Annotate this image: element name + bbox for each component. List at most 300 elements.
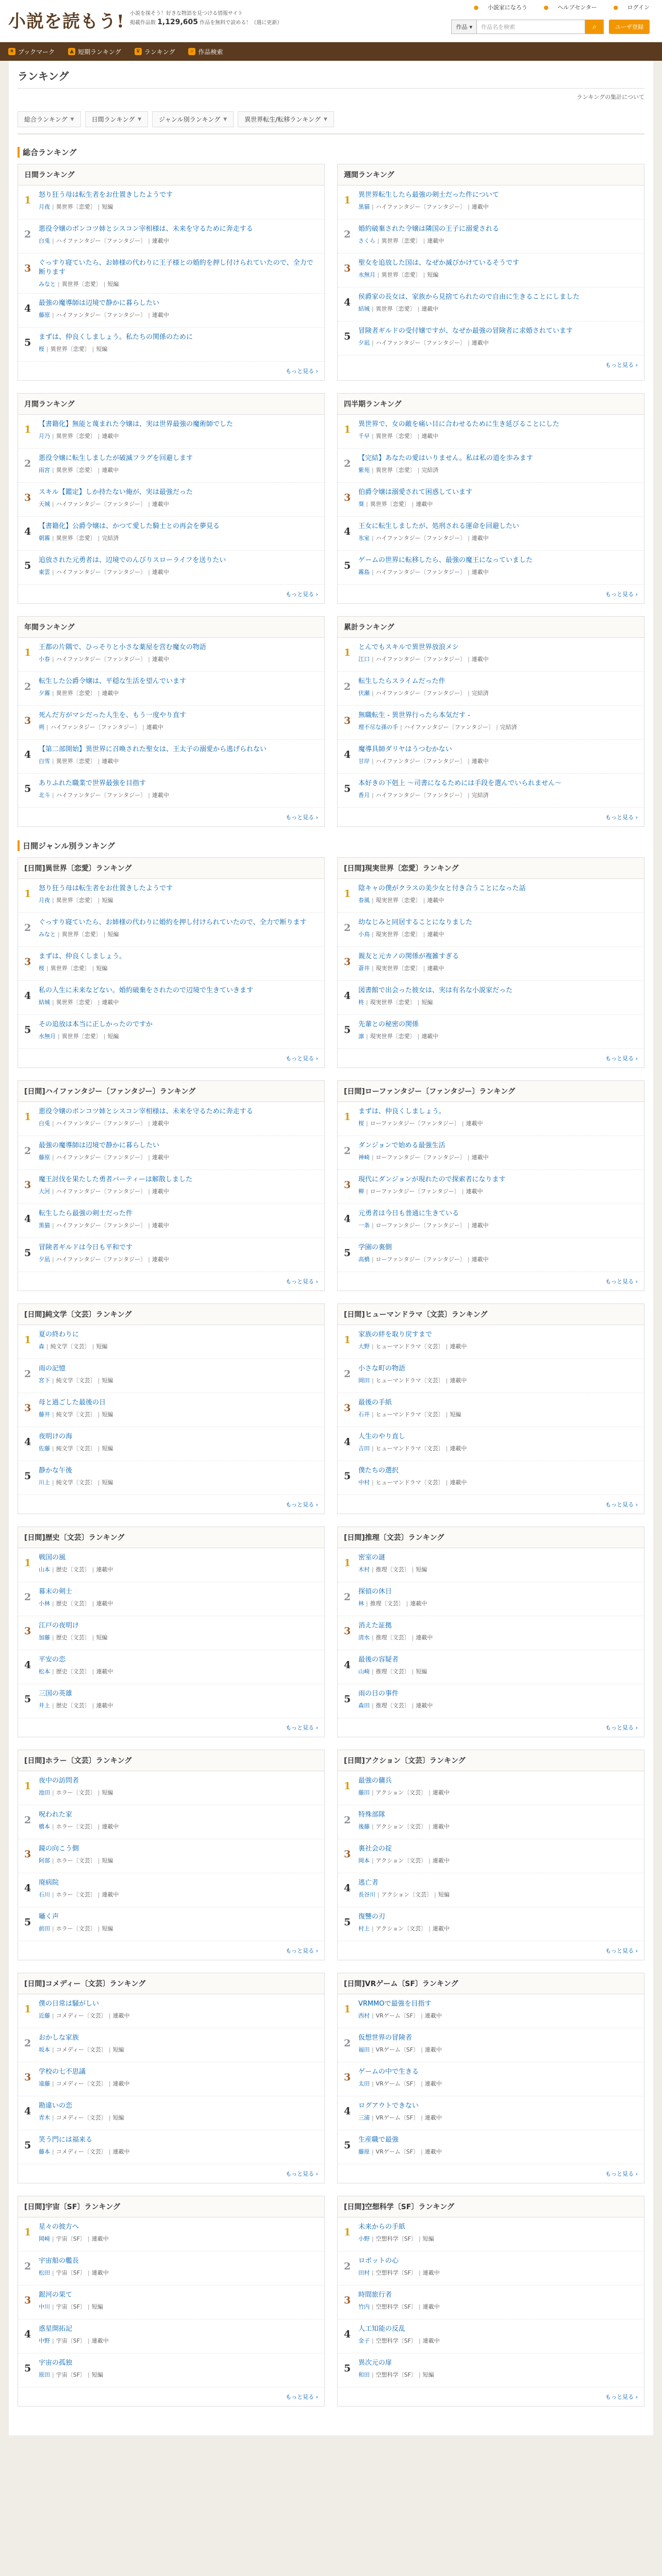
- work-title-link[interactable]: おかしな家族: [39, 2034, 79, 2042]
- author-link[interactable]: 前田: [39, 1925, 50, 1932]
- work-title-link[interactable]: 幕末の剣士: [39, 1588, 73, 1596]
- status-label: 連載中: [102, 1891, 119, 1898]
- work-title-link[interactable]: 未来からの手紙: [358, 2223, 406, 2231]
- author-link[interactable]: 石井: [358, 1411, 370, 1418]
- author-link[interactable]: 長谷川: [358, 1891, 375, 1898]
- work-title-link[interactable]: 探偵の休日: [358, 1588, 392, 1596]
- work-title-link[interactable]: 雨の日の事件: [358, 1690, 399, 1698]
- genre-label: 異世界〔恋愛〕: [61, 1033, 102, 1040]
- work-title-link[interactable]: その追放は本当に正しかったのですか: [39, 1021, 153, 1028]
- status-label: 短編: [102, 1479, 113, 1486]
- work-title-link[interactable]: 母と過ごした最後の日: [39, 1399, 106, 1406]
- work-title-link[interactable]: ダンジョンで始める最強生活: [358, 1142, 445, 1149]
- author-link[interactable]: 白雪: [39, 758, 50, 765]
- author-link[interactable]: 青木: [39, 2114, 50, 2121]
- author-link[interactable]: 水無月: [358, 272, 375, 278]
- work-title-link[interactable]: 婚約破棄された令嬢は隣国の王子に溺愛される: [358, 225, 500, 233]
- author-link[interactable]: 清水: [358, 1634, 370, 1641]
- work-title-link[interactable]: 夏の終わりに: [39, 1331, 79, 1338]
- work-title-link[interactable]: 復讐の刃: [358, 1913, 386, 1921]
- author-link[interactable]: 林: [358, 1600, 364, 1607]
- register-button[interactable]: [609, 20, 650, 34]
- genre-label: ローファンタジー〔ファンタジー〕: [375, 1256, 466, 1263]
- work-title-link[interactable]: 仮想世界の冒険者: [358, 2034, 412, 2042]
- work-title-link[interactable]: 【書籍化】公爵令嬢は、かつて愛した騎士との再会を夢見る: [39, 522, 220, 530]
- ranking-help-link[interactable]: [18, 93, 644, 101]
- work-title-link[interactable]: 異次元の扉: [358, 2359, 392, 2367]
- work-title-link[interactable]: 怒り狂う母は転生者をお仕置きしたようです: [39, 191, 173, 199]
- ranking-item-body: [39, 1020, 318, 1043]
- author-link[interactable]: 竹内: [358, 2303, 370, 2310]
- rank-number: 1: [24, 888, 31, 900]
- author-link[interactable]: 森田: [358, 1702, 370, 1709]
- home-link[interactable]: [467, 4, 527, 11]
- work-title-link[interactable]: 最後の手紙: [358, 1399, 392, 1406]
- author-link[interactable]: 大河: [39, 1188, 50, 1195]
- work-title-link[interactable]: 生産職で最強: [358, 2136, 399, 2144]
- work-title-link[interactable]: ゲームの中で生きる: [358, 2068, 419, 2076]
- work-title-link[interactable]: 王女に転生しましたが、処刑される運命を回避したい: [358, 522, 520, 530]
- more-link[interactable]: もっと見る ›: [605, 2394, 638, 2400]
- separator: |: [97, 433, 100, 439]
- work-title-link[interactable]: 特殊部隊: [358, 1811, 386, 1819]
- work-count: 1,129,605: [157, 18, 198, 26]
- work-title-link[interactable]: 最強の魔導師は辺境で静かに暮らしたい: [39, 299, 160, 307]
- author-link[interactable]: 小春: [39, 656, 50, 663]
- work-title-link[interactable]: 時間旅行者: [358, 2291, 392, 2299]
- author-link[interactable]: 藤原: [358, 2148, 370, 2155]
- work-title-link[interactable]: 江戸の夜明け: [39, 1622, 79, 1630]
- login-link[interactable]: [606, 4, 650, 11]
- work-title-link[interactable]: 親友と元カノの関係が複雑すぎる: [358, 953, 459, 960]
- work-title-link[interactable]: 三国の英雄: [39, 1690, 73, 1698]
- author-link[interactable]: 一条: [358, 1222, 370, 1229]
- separator: |: [400, 724, 402, 731]
- work-title-link[interactable]: 悪役令嬢のポンコツ姉とシスコン宰相様は、未来を守るために奔走する: [39, 1108, 253, 1115]
- nav-item-ranking[interactable]: [68, 47, 121, 56]
- separator: |: [52, 238, 54, 244]
- author-link[interactable]: 山本: [39, 1566, 50, 1573]
- rank-number: 3: [344, 715, 351, 726]
- author-link[interactable]: 紫苑: [358, 467, 370, 473]
- author-link[interactable]: 夕凪: [358, 340, 370, 346]
- search-input[interactable]: [477, 20, 585, 34]
- work-title-link[interactable]: 怒り狂う母は転生者をお仕置きしたようです: [39, 885, 173, 892]
- separator: |: [372, 2269, 374, 2276]
- tab-0[interactable]: [18, 111, 81, 127]
- work-title-link[interactable]: ぐっすり寝ていたら、お姉様の代わりに婚約を押し付けられていたので、全力で断ります: [39, 919, 307, 926]
- author-link[interactable]: 結城: [39, 999, 50, 1006]
- ranking-item: [338, 1461, 644, 1495]
- work-title-link[interactable]: 勘違いの恋: [39, 2102, 73, 2110]
- author-link[interactable]: 柊: [358, 999, 364, 1006]
- more-link[interactable]: もっと見る ›: [605, 1055, 638, 1062]
- more-link[interactable]: もっと見る ›: [605, 1947, 638, 1954]
- work-title-link[interactable]: 異世界転生したら最強の剣士だった件について: [358, 191, 499, 199]
- separator: |: [411, 1702, 414, 1709]
- author-link[interactable]: 池田: [39, 1789, 50, 1796]
- ranking-item: [338, 1650, 644, 1684]
- author-link[interactable]: 坂本: [39, 2046, 50, 2053]
- work-title-link[interactable]: 笑う門には福来る: [39, 2136, 93, 2144]
- status-label: 短編: [102, 897, 113, 904]
- work-title-link[interactable]: 呪われた家: [39, 1811, 73, 1819]
- author-link[interactable]: 霧島: [358, 569, 370, 575]
- author-link[interactable]: 宮下: [39, 1377, 50, 1384]
- author-link[interactable]: 凛: [358, 1033, 364, 1040]
- work-title-link[interactable]: 聖女を追放した国は、なぜか滅びかけているそうです: [358, 259, 520, 267]
- author-link[interactable]: 千早: [358, 433, 370, 439]
- author-link[interactable]: 中村: [358, 1479, 370, 1486]
- work-title-link[interactable]: 無職転生 - 異世界行ったら本気だす -: [358, 711, 470, 719]
- ranking-card: [337, 1527, 644, 1737]
- work-title-link[interactable]: 追放された元勇者は、辺境でのんびりスローライフを送りたい: [39, 556, 226, 564]
- author-link[interactable]: 北斗: [39, 792, 50, 799]
- help-link[interactable]: [536, 4, 597, 11]
- author-link[interactable]: 氷室: [358, 535, 370, 541]
- nav-item-crown[interactable]: [135, 47, 175, 56]
- ranking-item-body: [358, 2136, 638, 2159]
- author-link[interactable]: 小林: [39, 1600, 50, 1607]
- author-link[interactable]: 桜: [358, 1120, 364, 1127]
- work-meta: [39, 345, 318, 353]
- genre-label: ハイファンタジー〔ファンタジー〕: [375, 792, 466, 799]
- work-title-link[interactable]: 人工知能の反乱: [358, 2325, 406, 2333]
- separator: |: [88, 2269, 90, 2276]
- author-link[interactable]: 蒼井: [358, 965, 370, 972]
- more-link[interactable]: もっと見る ›: [286, 2171, 318, 2177]
- author-link[interactable]: 月夜: [39, 897, 50, 904]
- work-title-link[interactable]: ゲームの世界に転移したら、最強の魔王になっていました: [358, 556, 533, 564]
- author-link[interactable]: 黒猫: [39, 1222, 50, 1229]
- work-title-link[interactable]: 雨の記憶: [39, 1365, 66, 1372]
- genre-label: 異世界〔恋愛〕: [61, 281, 102, 287]
- author-link[interactable]: 藤井: [39, 1411, 50, 1418]
- genre-label: 現実世界〔恋愛〕: [370, 1033, 416, 1040]
- author-link[interactable]: 岡田: [358, 1377, 370, 1384]
- author-link[interactable]: 吉田: [358, 1445, 370, 1452]
- more-link[interactable]: もっと見る ›: [605, 1501, 638, 1508]
- author-link[interactable]: 夕霧: [39, 690, 50, 697]
- work-title-link[interactable]: まずは、仲良くしましょう。私たちの関係のために: [39, 333, 193, 341]
- work-title-link[interactable]: 学校の七不思議: [39, 2068, 86, 2076]
- more-link[interactable]: もっと見る ›: [605, 1278, 638, 1285]
- more-link[interactable]: もっと見る ›: [286, 1724, 318, 1731]
- author-link[interactable]: 月乃: [39, 433, 50, 439]
- work-title-link[interactable]: スキル【鑑定】しか持たない俺が、実は最強だった: [39, 488, 193, 496]
- work-title-link[interactable]: 伯爵令嬢は溺愛されて困惑しています: [358, 488, 473, 496]
- work-title-link[interactable]: 宇宙船の艦長: [39, 2257, 79, 2265]
- work-title-link[interactable]: ありふれた職業で世界最強を目指す: [39, 779, 146, 787]
- author-link[interactable]: 月夜: [39, 204, 50, 210]
- separator: |: [366, 501, 368, 507]
- author-link[interactable]: 福田: [358, 2046, 370, 2053]
- search-type-select[interactable]: [451, 20, 477, 34]
- author-link[interactable]: 松田: [39, 2269, 50, 2276]
- more-link[interactable]: もっと見る ›: [286, 814, 318, 821]
- work-title-link[interactable]: 学園の裏側: [358, 1244, 392, 1251]
- author-link[interactable]: 白兎: [39, 238, 50, 244]
- ranking-card: [337, 857, 644, 1068]
- author-link[interactable]: 理不尽な孫の手: [358, 724, 398, 731]
- work-meta: [358, 568, 638, 576]
- author-link[interactable]: 太田: [358, 2080, 370, 2087]
- more-link[interactable]: もっと見る ›: [286, 591, 318, 598]
- work-title-link[interactable]: 私の人生に未来などない。婚約破棄をされたので辺境で生きていきます: [39, 987, 254, 994]
- author-link[interactable]: 田村: [358, 2269, 370, 2276]
- author-link[interactable]: 水無月: [39, 1033, 56, 1040]
- author-link[interactable]: 夕凪: [39, 1256, 50, 1263]
- separator: |: [52, 1702, 54, 1709]
- work-title-link[interactable]: 最強の傭兵: [358, 1777, 392, 1785]
- author-link[interactable]: 西村: [358, 2012, 370, 2019]
- status-label: 連載中: [424, 2046, 442, 2053]
- work-title-link[interactable]: 逃亡者: [358, 1879, 379, 1887]
- author-link[interactable]: 高橋: [358, 1256, 370, 1263]
- more-link[interactable]: もっと見る ›: [286, 368, 318, 375]
- author-link[interactable]: みなと: [39, 281, 56, 287]
- author-link[interactable]: 井上: [39, 1702, 50, 1709]
- work-title-link[interactable]: ぐっすり寝ていたら、お姉様の代わりに王子様との婚約を押し付けられていたので、全力で断ります: [39, 259, 313, 276]
- more-link[interactable]: もっと見る ›: [286, 1055, 318, 1062]
- work-title-link[interactable]: 悪役令嬢のポンコツ姉とシスコン宰相様は、未来を守るために奔走する: [39, 225, 253, 233]
- tab-2[interactable]: [152, 111, 234, 127]
- more-link[interactable]: もっと見る ›: [605, 2171, 638, 2177]
- author-link[interactable]: 柳: [358, 1188, 364, 1195]
- author-link[interactable]: 岡崎: [39, 2235, 50, 2242]
- rank-number: 2: [24, 458, 31, 469]
- work-title-link[interactable]: 転生したらスライムだった件: [358, 677, 445, 685]
- separator: |: [52, 501, 54, 507]
- author-link[interactable]: さくら: [358, 238, 375, 244]
- status-label: 短編: [102, 1445, 113, 1452]
- ranking-card: [337, 1080, 644, 1291]
- author-link[interactable]: 藤原: [39, 1154, 50, 1161]
- work-title-link[interactable]: 宇宙の孤独: [39, 2359, 73, 2367]
- author-link[interactable]: 中川: [39, 2303, 50, 2310]
- more-link[interactable]: もっと見る ›: [286, 1278, 318, 1285]
- author-link[interactable]: 白兎: [39, 1120, 50, 1127]
- work-title-link[interactable]: 本好きの下剋上 〜司書になるためには手段を選んでいられません〜: [358, 779, 562, 787]
- work-title-link[interactable]: 惑星開拓記: [39, 2325, 73, 2333]
- work-title-link[interactable]: 冒険者ギルドは今日も平和です: [39, 1244, 133, 1251]
- ranking-item-body: [39, 1466, 318, 1489]
- site-logo[interactable]: [8, 7, 125, 32]
- separator: |: [372, 535, 374, 541]
- work-title-link[interactable]: 静かな午後: [39, 1467, 73, 1475]
- work-title-link[interactable]: 鏡の向こう側: [39, 1845, 79, 1853]
- work-title-link[interactable]: まずは、仲良くしましょう。: [358, 1108, 446, 1115]
- author-link[interactable]: 伏瀬: [358, 690, 370, 697]
- author-link[interactable]: みなと: [39, 931, 56, 938]
- separator: |: [52, 1668, 54, 1675]
- author-link[interactable]: 香月: [358, 792, 370, 799]
- author-link[interactable]: 石川: [39, 1891, 50, 1898]
- ranking-item-body: [39, 884, 318, 907]
- work-title-link[interactable]: 現代にダンジョンが現れたので探索者になります: [358, 1176, 506, 1183]
- work-title-link[interactable]: 銀河の果て: [39, 2291, 73, 2299]
- genre-label: 異世界〔恋愛〕: [381, 238, 421, 244]
- work-title-link[interactable]: 裏社会の掟: [358, 1845, 392, 1853]
- work-title-link[interactable]: 人生のやり直し: [358, 1433, 406, 1440]
- author-link[interactable]: 小野: [358, 2235, 370, 2242]
- work-title-link[interactable]: 元勇者は今日も普通に生きている: [358, 1210, 459, 1217]
- work-title-link[interactable]: 先輩との秘密の関係: [358, 1021, 419, 1028]
- separator: |: [148, 656, 150, 663]
- work-title-link[interactable]: 転生したら最強の剣士だった件: [39, 1210, 133, 1217]
- more-link[interactable]: もっと見る ›: [286, 1947, 318, 1954]
- author-link[interactable]: 藤田: [358, 1789, 370, 1796]
- work-title-link[interactable]: ログアウトできない: [358, 2102, 419, 2110]
- author-link[interactable]: 松本: [39, 1668, 50, 1675]
- work-meta: [358, 1890, 638, 1899]
- ranking-card: [18, 2196, 325, 2406]
- ranking-item: [18, 879, 324, 913]
- work-meta: [358, 2336, 638, 2345]
- author-link[interactable]: 原田: [39, 2371, 50, 2378]
- author-link[interactable]: 川上: [39, 1479, 50, 1486]
- ranking-item: [338, 1582, 644, 1616]
- author-link[interactable]: 東雲: [39, 569, 50, 575]
- work-title-link[interactable]: 死んだ方がマシだった人生を、もう一度やり直す: [39, 711, 187, 719]
- more-link[interactable]: もっと見る ›: [286, 2394, 318, 2400]
- author-link[interactable]: 山崎: [358, 1668, 370, 1675]
- nav-item-search[interactable]: [188, 47, 223, 56]
- work-title-link[interactable]: 王都の片隅で、ひっそりと小さな薬屋を営む魔女の物語: [39, 643, 206, 651]
- genre-label: 宇宙〔SF〕: [56, 2235, 86, 2242]
- author-link[interactable]: 阿部: [39, 1857, 50, 1864]
- separator: |: [428, 1857, 431, 1864]
- author-link[interactable]: 朔: [39, 724, 44, 731]
- work-title-link[interactable]: 夜明けの海: [39, 1433, 73, 1440]
- work-title-link[interactable]: VRMMOで最強を目指す: [358, 2000, 432, 2008]
- author-link[interactable]: 春風: [358, 897, 370, 904]
- author-link[interactable]: 岡本: [358, 1857, 370, 1864]
- author-link[interactable]: 結城: [358, 306, 370, 312]
- author-link[interactable]: 中野: [39, 2337, 50, 2344]
- author-link[interactable]: 天城: [39, 501, 50, 507]
- nav-item-label: ランキング: [144, 48, 175, 56]
- more-link[interactable]: もっと見る ›: [605, 1724, 638, 1731]
- work-title-link[interactable]: 夜中の訪問者: [39, 1777, 79, 1785]
- author-link[interactable]: 和田: [358, 2371, 370, 2378]
- work-title-link[interactable]: 戦国の風: [39, 1554, 66, 1562]
- work-title-link[interactable]: 最後の容疑者: [358, 1656, 399, 1664]
- work-title-link[interactable]: 僕の日常は騒がしい: [39, 2000, 100, 2008]
- work-title-link[interactable]: とんでもスキルで異世界放浪メシ: [358, 643, 459, 651]
- work-title-link[interactable]: 魔王討伐を果たした勇者パーティーは解散しました: [39, 1176, 192, 1183]
- work-title-link[interactable]: 【書籍化】無能と蔑まれた令嬢は、実は世界最強の魔術師でした: [39, 420, 234, 428]
- more-link[interactable]: もっと見る ›: [605, 591, 638, 598]
- work-title-link[interactable]: 悪役令嬢に転生しましたが破滅フラグを回避します: [39, 454, 193, 462]
- ranking-item: [18, 185, 324, 219]
- author-link[interactable]: 藤原: [39, 312, 50, 318]
- work-title-link[interactable]: 転生した公爵令嬢は、平穏な生活を望んでいます: [39, 677, 187, 685]
- work-meta: [358, 998, 638, 1006]
- author-link[interactable]: 江口: [358, 656, 370, 663]
- tab-3[interactable]: [238, 111, 334, 127]
- ranking-item-body: [39, 1587, 318, 1611]
- work-title-link[interactable]: 陰キャの僕がクラスの美少女と付き合うことになった話: [358, 885, 526, 892]
- work-title-link[interactable]: 【第二部開始】異世界に召喚された聖女は、王太子の溺愛から逃げられない: [39, 745, 267, 753]
- author-link[interactable]: 加藤: [39, 1634, 50, 1641]
- search-type-value: 作品: [456, 24, 468, 30]
- work-title-link[interactable]: 小さな町の物語: [358, 1365, 406, 1372]
- more-link[interactable]: もっと見る ›: [605, 362, 638, 368]
- work-title-link[interactable]: 僕たちの選択: [358, 1467, 399, 1475]
- author-link[interactable]: 橋本: [39, 1823, 50, 1830]
- author-link[interactable]: 神崎: [358, 1154, 370, 1161]
- work-title-link[interactable]: 最強の魔導師は辺境で静かに暮らしたい: [39, 1142, 160, 1149]
- separator: |: [52, 792, 54, 799]
- work-meta: [39, 723, 318, 731]
- genre-label: ハイファンタジー〔ファンタジー〕: [56, 569, 146, 575]
- search-button[interactable]: [585, 20, 604, 34]
- author-link[interactable]: 遠藤: [39, 2080, 50, 2087]
- work-title-link[interactable]: 廃病院: [39, 1879, 59, 1887]
- author-link[interactable]: 桜: [39, 965, 44, 972]
- author-link[interactable]: 黒猫: [358, 204, 370, 210]
- work-title-link[interactable]: 家族の絆を取り戻すまで: [358, 1331, 433, 1338]
- work-title-link[interactable]: 幼なじみと同居することになりました: [358, 919, 473, 926]
- work-title-link[interactable]: 侯爵家の長女は、家族から見捨てられたので自由に生きることにしました: [358, 293, 580, 301]
- rank-number: 5: [24, 1917, 31, 1928]
- more-link[interactable]: もっと見る ›: [286, 1501, 318, 1508]
- author-link[interactable]: 藤本: [39, 2148, 50, 2155]
- author-link[interactable]: 森: [39, 1343, 44, 1350]
- work-title-link[interactable]: 魔導具師ダリヤはうつむかない: [358, 745, 452, 753]
- rank-number: 3: [344, 492, 351, 503]
- author-link[interactable]: 桜: [39, 346, 44, 352]
- work-title-link[interactable]: 囁く声: [39, 1913, 59, 1921]
- work-title-link[interactable]: 消えた証拠: [358, 1622, 392, 1630]
- author-link[interactable]: 三浦: [358, 2114, 370, 2121]
- author-link[interactable]: 村上: [358, 1925, 370, 1932]
- author-link[interactable]: 佐藤: [39, 1445, 50, 1452]
- more-link[interactable]: もっと見る ›: [605, 814, 638, 821]
- work-title-link[interactable]: 異世界で、女の敵を痛い目に合わせるために生き延びることにした: [358, 420, 559, 428]
- work-title-link[interactable]: 平安の恋: [39, 1656, 66, 1664]
- work-title-link[interactable]: 図書館で出会った彼女は、実は有名な小説家だった: [358, 987, 513, 994]
- work-title-link[interactable]: まずは、仲良くしましょう。: [39, 953, 126, 960]
- author-link[interactable]: 近藤: [39, 2012, 50, 2019]
- top-links: [459, 3, 650, 11]
- author-link[interactable]: 小鳥: [358, 931, 370, 938]
- ranking-item: [338, 2319, 644, 2353]
- work-title-link[interactable]: 星々の彼方へ: [39, 2223, 79, 2231]
- author-link[interactable]: 雨宮: [39, 467, 50, 473]
- work-title-link[interactable]: ロボットの心: [358, 2257, 399, 2265]
- genre-label: 異世界〔恋愛〕: [56, 535, 96, 541]
- rank-number: 4: [24, 990, 31, 1002]
- author-link[interactable]: 後藤: [358, 1823, 370, 1830]
- ranking-card: [18, 1750, 325, 1960]
- author-link[interactable]: 大野: [358, 1343, 370, 1350]
- author-link[interactable]: 木村: [358, 1566, 370, 1573]
- author-link[interactable]: 金子: [358, 2337, 370, 2344]
- ranking-item: [338, 1015, 644, 1049]
- nav-item-bookmark[interactable]: [8, 47, 55, 56]
- author-link[interactable]: 朝霧: [39, 535, 50, 541]
- ranking-item-body: [39, 2067, 318, 2091]
- work-title-link[interactable]: 【完結】あなたの愛はいりません。私は私の道を歩みます: [358, 454, 533, 462]
- author-link[interactable]: 甘岸: [358, 758, 370, 765]
- tab-1[interactable]: [85, 111, 148, 127]
- work-title-link[interactable]: 密室の謎: [358, 1554, 386, 1562]
- author-link[interactable]: 葵: [358, 501, 364, 507]
- work-title-link[interactable]: 冒険者ギルドの受付嬢ですが、なぜか最強の冒険者に求婚されています: [358, 327, 573, 335]
- status-label: 短編: [112, 2046, 124, 2053]
